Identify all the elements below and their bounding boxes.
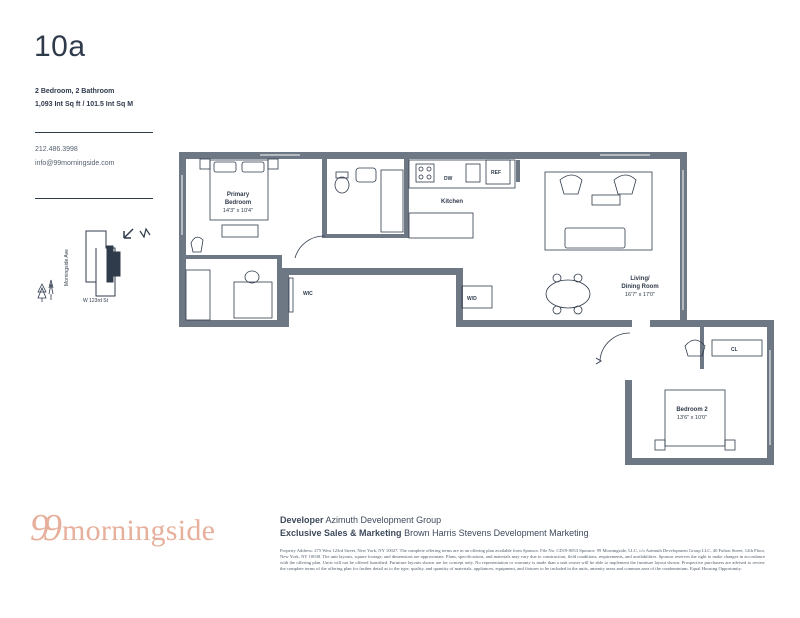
door-swing xyxy=(295,236,325,258)
street-vertical: Morningside Ave xyxy=(64,249,70,286)
room-name: Bedroom 2 xyxy=(676,407,708,413)
room-name: Dining Room xyxy=(621,284,659,290)
cooktop-icon xyxy=(416,164,434,182)
logo-text: morningside xyxy=(62,514,216,547)
nightstand-icon xyxy=(725,440,735,450)
developer-label: Developer xyxy=(280,515,324,525)
bathtub-icon xyxy=(381,170,403,232)
interior-walls xyxy=(186,152,704,369)
room-dims: 16'7" x 17'0" xyxy=(624,292,656,298)
vanity-icon xyxy=(186,270,210,320)
toilet-icon xyxy=(335,177,349,193)
nightstand-icon xyxy=(200,159,210,169)
marketing-credit xyxy=(280,528,589,538)
armchair-icon xyxy=(614,175,636,194)
marketing-label: Exclusive Sales & Marketing xyxy=(280,528,402,538)
contact-phone[interactable]: 212.486.3998 xyxy=(35,146,78,153)
street-horizontal: W 123rd St xyxy=(83,298,109,304)
shower-icon xyxy=(234,282,272,318)
tree-icon xyxy=(38,280,53,302)
dining-table-icon xyxy=(546,280,590,308)
room-name: Primary xyxy=(226,192,250,198)
kitchen-sink-icon xyxy=(466,164,480,182)
room-labels xyxy=(223,170,738,421)
wic-label: WIC xyxy=(303,291,313,297)
nightstand-icon xyxy=(655,440,665,450)
unit-title: 10a xyxy=(34,30,86,63)
kitchen-island xyxy=(409,213,473,238)
sofa-icon xyxy=(565,228,625,248)
room-dims: 14'3" x 10'4" xyxy=(222,208,254,214)
developer-credit xyxy=(280,515,441,525)
armchair-icon xyxy=(560,175,582,194)
room-name: Kitchen xyxy=(440,199,464,205)
room-name: Living/ xyxy=(630,276,650,282)
contact-email[interactable]: info@99morningside.com xyxy=(35,160,115,167)
toilet-icon xyxy=(245,271,259,283)
logo-number: 99 xyxy=(30,507,56,549)
unit-area: 1,093 Int Sq ft / 101.5 Int Sq M xyxy=(35,101,134,108)
door-swing xyxy=(600,333,630,360)
ref-label: REF xyxy=(491,170,501,176)
developer-name: Azimuth Development Group xyxy=(325,515,442,525)
dw-label: DW xyxy=(444,176,453,182)
nightstand-icon xyxy=(268,159,278,169)
unit-bed-bath: 2 Bedroom, 2 Bathroom xyxy=(35,88,115,95)
coffee-table-icon xyxy=(592,195,620,205)
north-arrow-icon xyxy=(124,229,150,238)
sink-icon xyxy=(356,168,376,182)
wd-label: W/D xyxy=(467,296,477,302)
legal-disclaimer: Property Address: 275 West 123rd Street, New York, NY 10027. The complete offering terms are in an offering plan available from Sponsor. File No. CD19-0053 Sponsor: 99 Morningside, LLC, c/o Azimuth Development Group LLC, 40 Fulton Street, 12th Floor, New York, NY 10038. The unit layouts, square footage, and dimensions are approximate. Plans, specifications, and materials may vary due to construction, field conditions, requirements, and availabilities. Sponsor reserves the right to make changes in accordance with the offering plan. Units will not be offered furnished. Furniture layouts shown are for concept only. No representation or warranty is made than a unit owner will be able to implement the furniture layout shown. Prospective purchasers are advised to review the complete terms of the offering plan for further detail as to the type, quality, and quantity of materials, appliances, equipment, and fixtures to be included in the units, amenity areas and common area of the condominium. Equal Housing Opportunity. xyxy=(280,548,765,571)
chair-icon xyxy=(191,237,203,252)
cl-label: CL xyxy=(731,347,738,353)
room-dims: 13'6" x 10'0" xyxy=(676,415,708,421)
key-plan xyxy=(38,229,150,304)
marketing-name: Brown Harris Stevens Development Marketing xyxy=(404,528,589,538)
brand-logo xyxy=(30,506,215,550)
room-name: Bedroom xyxy=(224,200,252,206)
